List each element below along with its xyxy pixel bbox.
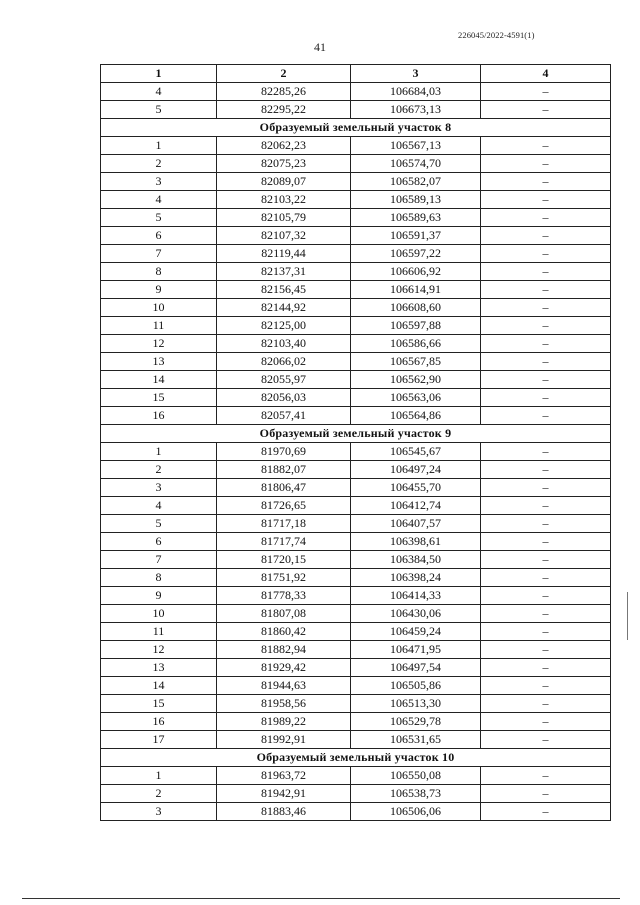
- note-cell: –: [481, 605, 611, 623]
- point-number: 4: [101, 497, 217, 515]
- coordinate-x: 82156,45: [217, 281, 351, 299]
- note-cell: –: [481, 677, 611, 695]
- table-row: [101, 191, 611, 209]
- table-row: [101, 569, 611, 587]
- coordinate-y: 106529,78: [351, 713, 481, 731]
- coordinate-x: 81778,33: [217, 587, 351, 605]
- table-row: [101, 173, 611, 191]
- point-number: 10: [101, 605, 217, 623]
- note-cell: –: [481, 587, 611, 605]
- coordinate-y: 106564,86: [351, 407, 481, 425]
- coordinate-y: 106563,06: [351, 389, 481, 407]
- coordinate-x: 81751,92: [217, 569, 351, 587]
- coordinate-x: 81806,47: [217, 479, 351, 497]
- coordinate-y: 106459,24: [351, 623, 481, 641]
- coordinate-y: 106497,24: [351, 461, 481, 479]
- coordinate-x: 82089,07: [217, 173, 351, 191]
- coordinate-y: 106591,37: [351, 227, 481, 245]
- table-row: [101, 335, 611, 353]
- coordinate-y: 106414,33: [351, 587, 481, 605]
- table-row: [101, 605, 611, 623]
- point-number: 3: [101, 479, 217, 497]
- point-number: 13: [101, 659, 217, 677]
- column-header: 1: [101, 65, 217, 83]
- table-row: [101, 551, 611, 569]
- coordinate-x: 82144,92: [217, 299, 351, 317]
- coordinate-x: 81942,91: [217, 785, 351, 803]
- coordinate-x: 82119,44: [217, 245, 351, 263]
- point-number: 16: [101, 407, 217, 425]
- coordinate-y: 106614,91: [351, 281, 481, 299]
- coordinate-y: 106384,50: [351, 551, 481, 569]
- coordinate-x: 82103,22: [217, 191, 351, 209]
- table-row: [101, 371, 611, 389]
- table-row: [101, 497, 611, 515]
- point-number: 11: [101, 623, 217, 641]
- coordinate-x: 81989,22: [217, 713, 351, 731]
- coordinate-y: 106567,85: [351, 353, 481, 371]
- point-number: 13: [101, 353, 217, 371]
- note-cell: –: [481, 497, 611, 515]
- coordinate-y: 106589,63: [351, 209, 481, 227]
- note-cell: –: [481, 533, 611, 551]
- table-row: [101, 587, 611, 605]
- table-row: [101, 227, 611, 245]
- note-cell: –: [481, 569, 611, 587]
- note-cell: –: [481, 515, 611, 533]
- note-cell: –: [481, 389, 611, 407]
- coordinate-x: 82075,23: [217, 155, 351, 173]
- note-cell: –: [481, 407, 611, 425]
- note-cell: –: [481, 317, 611, 335]
- point-number: 4: [101, 191, 217, 209]
- point-number: 6: [101, 227, 217, 245]
- table-row: [101, 713, 611, 731]
- note-cell: –: [481, 137, 611, 155]
- coordinate-x: 82062,23: [217, 137, 351, 155]
- point-number: 7: [101, 551, 217, 569]
- coordinate-y: 106531,65: [351, 731, 481, 749]
- coordinate-y: 106430,06: [351, 605, 481, 623]
- table-row: [101, 263, 611, 281]
- point-number: 3: [101, 173, 217, 191]
- coordinate-y: 106582,07: [351, 173, 481, 191]
- point-number: 11: [101, 317, 217, 335]
- coordinate-y: 106586,66: [351, 335, 481, 353]
- point-number: 4: [101, 83, 217, 101]
- note-cell: –: [481, 713, 611, 731]
- point-number: 12: [101, 641, 217, 659]
- coordinate-y: 106506,06: [351, 803, 481, 821]
- section-title: Образуемый земельный участок 10: [101, 749, 611, 767]
- note-cell: –: [481, 659, 611, 677]
- coordinate-x: 81992,91: [217, 731, 351, 749]
- note-cell: –: [481, 209, 611, 227]
- point-number: 8: [101, 263, 217, 281]
- column-header: 2: [217, 65, 351, 83]
- point-number: 15: [101, 695, 217, 713]
- coordinate-y: 106597,22: [351, 245, 481, 263]
- point-number: 16: [101, 713, 217, 731]
- table-row: [101, 155, 611, 173]
- table-row: [101, 407, 611, 425]
- section-header-row: [101, 749, 611, 767]
- point-number: 15: [101, 389, 217, 407]
- point-number: 9: [101, 281, 217, 299]
- table-body: [101, 83, 611, 821]
- point-number: 5: [101, 209, 217, 227]
- section-header-row: [101, 425, 611, 443]
- table-row: [101, 695, 611, 713]
- coordinate-y: 106550,08: [351, 767, 481, 785]
- coordinate-x: 82285,26: [217, 83, 351, 101]
- coordinate-y: 106513,30: [351, 695, 481, 713]
- note-cell: –: [481, 551, 611, 569]
- note-cell: –: [481, 83, 611, 101]
- table-row: [101, 389, 611, 407]
- coordinate-x: 82103,40: [217, 335, 351, 353]
- point-number: 5: [101, 101, 217, 119]
- table-row: [101, 641, 611, 659]
- point-number: 9: [101, 587, 217, 605]
- section-header-row: [101, 119, 611, 137]
- coordinate-x: 82057,41: [217, 407, 351, 425]
- point-number: 1: [101, 137, 217, 155]
- note-cell: –: [481, 191, 611, 209]
- note-cell: –: [481, 263, 611, 281]
- note-cell: –: [481, 371, 611, 389]
- coordinate-y: 106684,03: [351, 83, 481, 101]
- note-cell: –: [481, 353, 611, 371]
- section-title: Образуемый земельный участок 8: [101, 119, 611, 137]
- coordinates-table: [100, 64, 611, 821]
- margin-mark: [627, 592, 628, 640]
- scan-edge-line: [22, 898, 620, 899]
- table-header: [101, 65, 611, 83]
- table-row: [101, 461, 611, 479]
- table-row: [101, 659, 611, 677]
- table-row: [101, 533, 611, 551]
- coordinate-x: 81720,15: [217, 551, 351, 569]
- point-number: 2: [101, 155, 217, 173]
- point-number: 2: [101, 461, 217, 479]
- note-cell: –: [481, 767, 611, 785]
- coordinate-x: 81726,65: [217, 497, 351, 515]
- note-cell: –: [481, 281, 611, 299]
- table-row: [101, 479, 611, 497]
- coordinate-y: 106398,24: [351, 569, 481, 587]
- column-header: 4: [481, 65, 611, 83]
- point-number: 12: [101, 335, 217, 353]
- note-cell: –: [481, 101, 611, 119]
- coordinate-x: 81963,72: [217, 767, 351, 785]
- note-cell: –: [481, 155, 611, 173]
- coordinate-y: 106589,13: [351, 191, 481, 209]
- point-number: 14: [101, 371, 217, 389]
- table-row: [101, 317, 611, 335]
- coordinate-x: 81958,56: [217, 695, 351, 713]
- coordinate-x: 81882,94: [217, 641, 351, 659]
- document-id: 226045/2022-4591(1): [458, 30, 535, 40]
- coordinate-x: 81882,07: [217, 461, 351, 479]
- coordinate-y: 106545,67: [351, 443, 481, 461]
- coordinate-x: 82137,31: [217, 263, 351, 281]
- note-cell: –: [481, 299, 611, 317]
- coordinate-y: 106597,88: [351, 317, 481, 335]
- point-number: 5: [101, 515, 217, 533]
- coordinate-y: 106455,70: [351, 479, 481, 497]
- note-cell: –: [481, 785, 611, 803]
- coordinate-y: 106471,95: [351, 641, 481, 659]
- point-number: 7: [101, 245, 217, 263]
- point-number: 1: [101, 767, 217, 785]
- coordinate-y: 106567,13: [351, 137, 481, 155]
- coordinate-y: 106574,70: [351, 155, 481, 173]
- note-cell: –: [481, 335, 611, 353]
- point-number: 6: [101, 533, 217, 551]
- table-row: [101, 443, 611, 461]
- note-cell: –: [481, 803, 611, 821]
- table-row: [101, 731, 611, 749]
- coordinate-x: 82066,02: [217, 353, 351, 371]
- coordinate-y: 106673,13: [351, 101, 481, 119]
- note-cell: –: [481, 227, 611, 245]
- coordinate-x: 82105,79: [217, 209, 351, 227]
- note-cell: –: [481, 479, 611, 497]
- point-number: 8: [101, 569, 217, 587]
- point-number: 2: [101, 785, 217, 803]
- coordinate-y: 106497,54: [351, 659, 481, 677]
- point-number: 17: [101, 731, 217, 749]
- coordinate-y: 106538,73: [351, 785, 481, 803]
- coordinate-y: 106505,86: [351, 677, 481, 695]
- point-number: 1: [101, 443, 217, 461]
- table-row: [101, 299, 611, 317]
- header-row: [101, 65, 611, 83]
- coordinate-y: 106562,90: [351, 371, 481, 389]
- note-cell: –: [481, 461, 611, 479]
- point-number: 3: [101, 803, 217, 821]
- coordinate-y: 106608,60: [351, 299, 481, 317]
- note-cell: –: [481, 443, 611, 461]
- table-row: [101, 83, 611, 101]
- note-cell: –: [481, 695, 611, 713]
- coordinate-x: 82055,97: [217, 371, 351, 389]
- coordinate-y: 106606,92: [351, 263, 481, 281]
- coordinate-x: 82107,32: [217, 227, 351, 245]
- coordinate-x: 81807,08: [217, 605, 351, 623]
- coordinate-x: 81883,46: [217, 803, 351, 821]
- column-header: 3: [351, 65, 481, 83]
- coordinate-x: 81860,42: [217, 623, 351, 641]
- coordinate-x: 81929,42: [217, 659, 351, 677]
- table-row: [101, 677, 611, 695]
- coordinate-x: 81944,63: [217, 677, 351, 695]
- table-row: [101, 803, 611, 821]
- note-cell: –: [481, 641, 611, 659]
- page-number: 41: [314, 40, 326, 54]
- table-row: [101, 209, 611, 227]
- point-number: 14: [101, 677, 217, 695]
- table-row: [101, 137, 611, 155]
- table-row: [101, 623, 611, 641]
- note-cell: –: [481, 245, 611, 263]
- note-cell: –: [481, 731, 611, 749]
- coordinate-x: 82295,22: [217, 101, 351, 119]
- coordinate-x: 81970,69: [217, 443, 351, 461]
- coordinate-y: 106398,61: [351, 533, 481, 551]
- table-row: [101, 101, 611, 119]
- coordinate-x: 82125,00: [217, 317, 351, 335]
- note-cell: –: [481, 173, 611, 191]
- coordinate-x: 82056,03: [217, 389, 351, 407]
- table-row: [101, 245, 611, 263]
- coordinate-x: 81717,74: [217, 533, 351, 551]
- table-row: [101, 767, 611, 785]
- point-number: 10: [101, 299, 217, 317]
- coordinate-y: 106412,74: [351, 497, 481, 515]
- section-title: Образуемый земельный участок 9: [101, 425, 611, 443]
- table-row: [101, 281, 611, 299]
- coordinate-y: 106407,57: [351, 515, 481, 533]
- table-row: [101, 785, 611, 803]
- note-cell: –: [481, 623, 611, 641]
- coordinate-x: 81717,18: [217, 515, 351, 533]
- table-row: [101, 353, 611, 371]
- table-row: [101, 515, 611, 533]
